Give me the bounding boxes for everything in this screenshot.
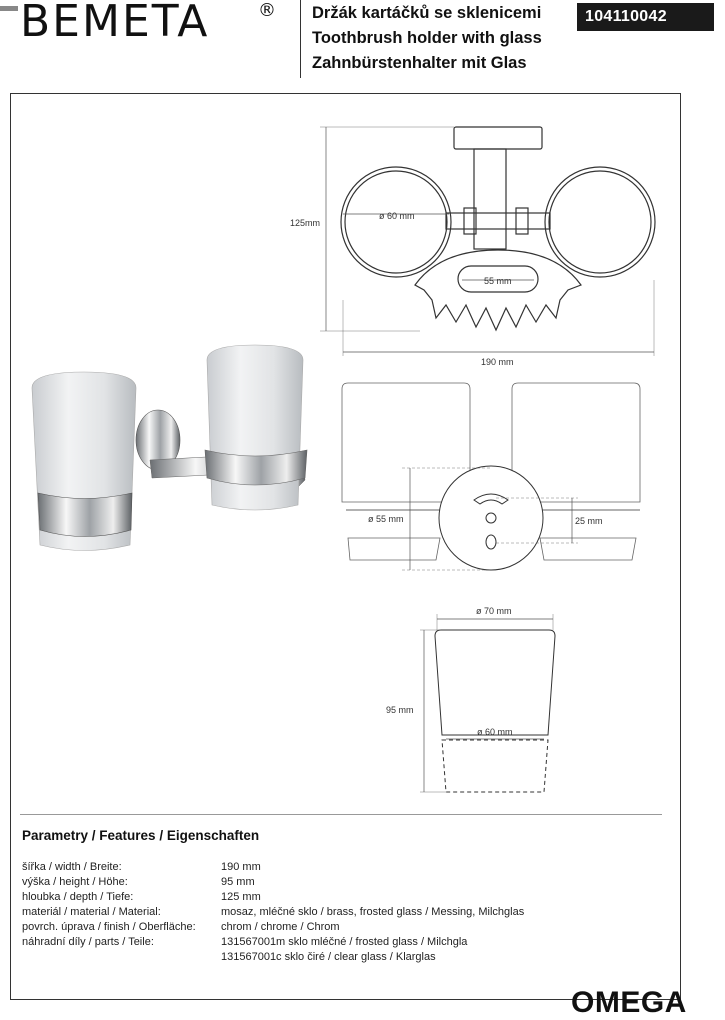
front-view (342, 383, 640, 570)
brush-holder-plate (415, 250, 581, 330)
spec-value: mosaz, mléčné sklo / brass, frosted glass / Messing, Milchglas (221, 906, 525, 918)
spec-value: 95 mm (221, 876, 255, 888)
title-de: Zahnbürstenhalter mit Glas (312, 54, 527, 72)
glass-left-front (342, 383, 470, 502)
glass-base (442, 740, 548, 792)
title-cz: Držák kartáčků se sklenicemi (312, 4, 542, 22)
spec-label: hloubka / depth / Tiefe: (22, 891, 134, 903)
brand-logo: BEMETA (20, 0, 210, 47)
spec-row (22, 920, 524, 935)
spec-value: 190 mm (221, 861, 261, 873)
spec-row (22, 860, 524, 875)
registered-mark: ® (258, 0, 276, 21)
product-code-badge: 104110042 (577, 3, 714, 31)
glass-right-front (512, 383, 640, 502)
spec-row (22, 950, 524, 965)
spec-value: chrom / chrome / Chrom (221, 921, 340, 933)
photo-ring-left (38, 493, 132, 537)
spec-row (22, 905, 524, 920)
ring-right-inner (549, 171, 651, 273)
spec-value: 131567001c sklo čiré / clear glass / Klarglas (221, 951, 436, 963)
spec-label: výška / height / Höhe: (22, 876, 128, 888)
dim-brush-slot: 55 mm (484, 276, 512, 286)
dim-glass-height: 95 mm (386, 705, 414, 715)
wall-plate-top (454, 127, 542, 149)
dim-ring-diameter: ø 60 mm (379, 211, 415, 221)
spec-label: materiál / material / Material: (22, 906, 161, 918)
spec-row (22, 935, 524, 950)
dim-base-diameter: ø 55 mm (368, 514, 404, 524)
spec-separator (20, 814, 662, 815)
spec-value: 125 mm (221, 891, 261, 903)
dim-screw-spacing: 25 mm (575, 516, 603, 526)
glass-body (435, 630, 555, 735)
spec-label: šířka / width / Breite: (22, 861, 122, 873)
spec-table (22, 860, 524, 965)
dim-height-top: 125mm (290, 218, 321, 228)
central-stem (474, 149, 506, 249)
title-en: Toothbrush holder with glass (312, 29, 542, 47)
dim-width-total: 190 mm (481, 357, 514, 367)
product-photo (32, 345, 340, 551)
dim-glass-top: ø 70 mm (476, 606, 512, 616)
ring-left-inner (345, 171, 447, 273)
series-name: OMEGA (571, 986, 687, 1019)
glass-view (435, 630, 555, 792)
cross-arm (446, 213, 550, 229)
spec-row (22, 890, 524, 905)
wall-rosette (439, 466, 543, 570)
top-view-dimensions (320, 127, 654, 356)
dim-glass-bottom: ø 60 mm (477, 727, 513, 737)
spec-label: povrch. úprava / finish / Oberfläche: (22, 921, 196, 933)
ring-left-outer (341, 167, 451, 277)
spec-label: náhradní díly / parts / Teile: (22, 936, 154, 948)
spec-label (22, 950, 221, 965)
arm-collar-right (516, 208, 528, 234)
spec-value: 131567001m sklo mléčné / frosted glass / Milchgla (221, 936, 468, 948)
ring-right-outer (545, 167, 655, 277)
spec-title: Parametry / Features / Eigenschaften (22, 828, 260, 843)
top-view (341, 127, 655, 330)
spec-row (22, 875, 524, 890)
